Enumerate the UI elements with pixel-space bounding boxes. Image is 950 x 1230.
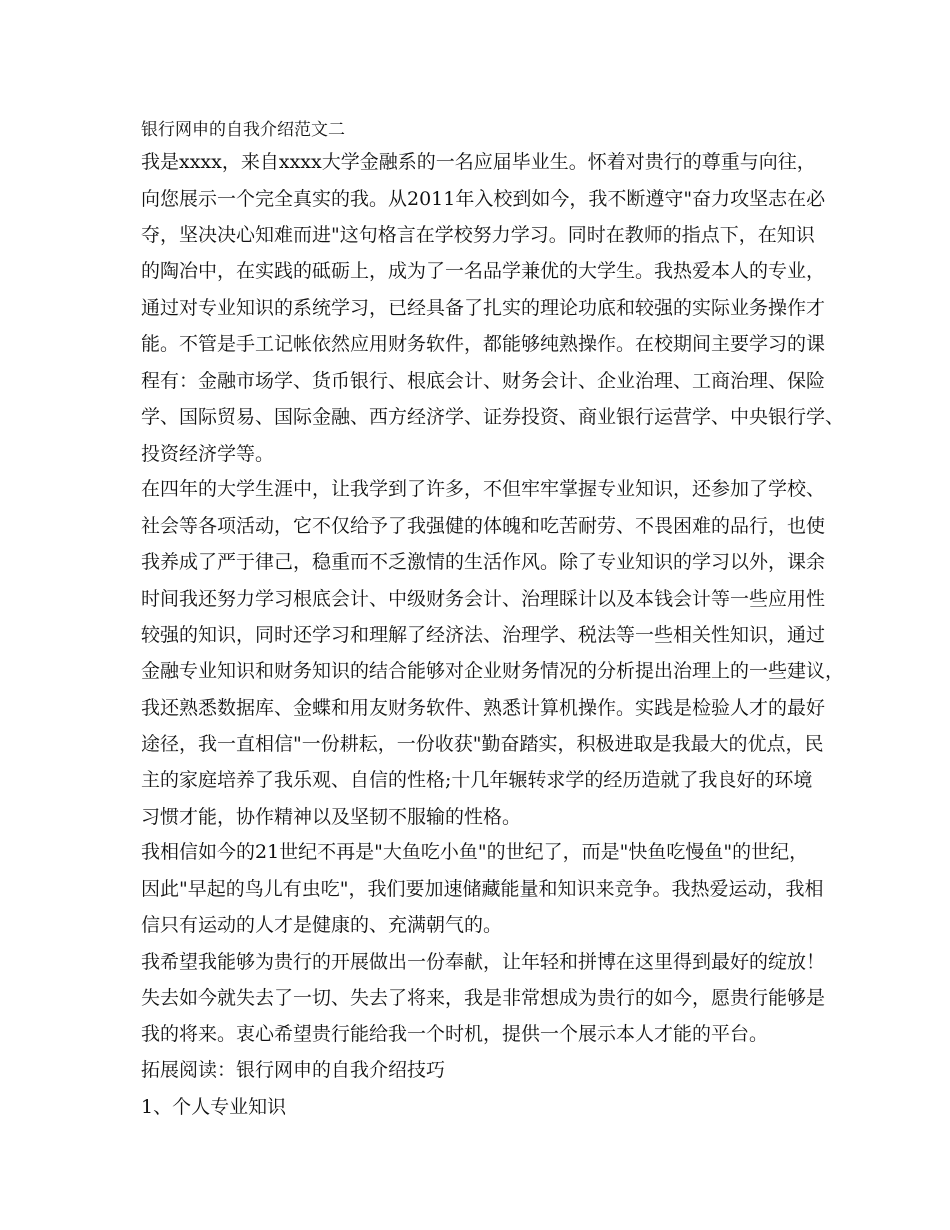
text-line: 夺，坚决决心知难而进"这句格言在学校努力学习。同时在教师的指点下，在知识 bbox=[141, 224, 815, 246]
text-line: 因此"早起的鸟儿有虫吃"，我们要加速储藏能量和知识来竞争。我热爱运动，我相 bbox=[141, 878, 824, 900]
text-line: 社会等各项活动，它不仅给予了我强健的体魄和吃苦耐劳、不畏困难的品行，也使 bbox=[141, 515, 826, 537]
text-line: 途径，我一直相信"一份耕耘，一份收获"勤奋踏实，积极进取是我最大的优点，民 bbox=[141, 733, 824, 755]
text-line: 较强的知识，同时还学习和理解了经济法、治理学、税法等一些相关性知识，通过 bbox=[141, 624, 826, 646]
text-line: 我是xxxx，来自xxxx大学金融系的一名应届毕业生。怀着对贵行的尊重与向往， bbox=[141, 151, 816, 173]
text-line: 主的家庭培养了我乐观、自信的性格;十几年辗转求学的经历造就了我良好的环境 bbox=[141, 769, 813, 791]
text-line: 1、个人专业知识 bbox=[141, 1096, 287, 1118]
text-line: 失去如今就失去了一切、失去了将来，我是非常想成为贵行的如今，愿贵行能够是 bbox=[141, 987, 826, 1009]
text-line: 向您展示一个完全真实的我。从2011年入校到如今，我不断遵守"奋力攻坚志在必 bbox=[141, 188, 826, 210]
text-line: 通过对专业知识的系统学习，已经具备了扎实的理论功底和较强的实际业务操作才 bbox=[141, 297, 826, 319]
text-line: 信只有运动的人才是健康的、充满朝气的。 bbox=[141, 914, 503, 936]
text-line: 我养成了严于律己，稳重而不乏激情的生活作风。除了专业知识的学习以外，课余 bbox=[141, 551, 826, 573]
text-line: 程有：金融市场学、货币银行、根底会计、财务会计、企业治理、工商治理、保险 bbox=[141, 370, 826, 392]
text-line: 我相信如今的21世纪不再是"大鱼吃小鱼"的世纪了，而是"快鱼吃慢鱼"的世纪， bbox=[141, 841, 809, 863]
document-title: 银行网申的自我介绍范文二 bbox=[141, 120, 345, 140]
text-line: 我的将来。衷心希望贵行能给我一个时机，提供一个展示本人才能的平台。 bbox=[141, 1023, 769, 1045]
text-line: 投资经济学等。 bbox=[141, 443, 275, 465]
text-line: 我还熟悉数据库、金蝶和用友财务软件、熟悉计算机操作。实践是检验人才的最好 bbox=[141, 697, 826, 719]
text-line: 能。不管是手工记帐依然应用财务软件，都能够纯熟操作。在校期间主要学习的课 bbox=[141, 333, 826, 355]
text-line: 的陶冶中，在实践的砥砺上，成为了一名品学兼优的大学生。我热爱本人的专业， bbox=[141, 260, 826, 282]
text-line: 拓展阅读：银行网申的自我介绍技巧 bbox=[141, 1059, 446, 1081]
text-line: 学、国际贸易、国际金融、西方经济学、证券投资、商业银行运营学、中央银行学、 bbox=[141, 406, 845, 428]
text-line: 习惯才能，协作精神以及坚韧不服输的性格。 bbox=[141, 806, 522, 828]
text-line: 时间我还努力学习根底会计、中级财务会计、治理睬计以及本钱会计等一些应用性 bbox=[141, 588, 826, 610]
text-line: 我希望我能够为贵行的开展做出一份奉献，让年轻和拼博在这里得到最好的绽放！ bbox=[141, 951, 826, 973]
text-line: 金融专业知识和财务知识的结合能够对企业财务情况的分析提出治理上的一些建议， bbox=[141, 660, 845, 682]
text-line: 在四年的大学生涯中，让我学到了许多，不但牢牢掌握专业知识，还参加了学校、 bbox=[141, 478, 826, 500]
